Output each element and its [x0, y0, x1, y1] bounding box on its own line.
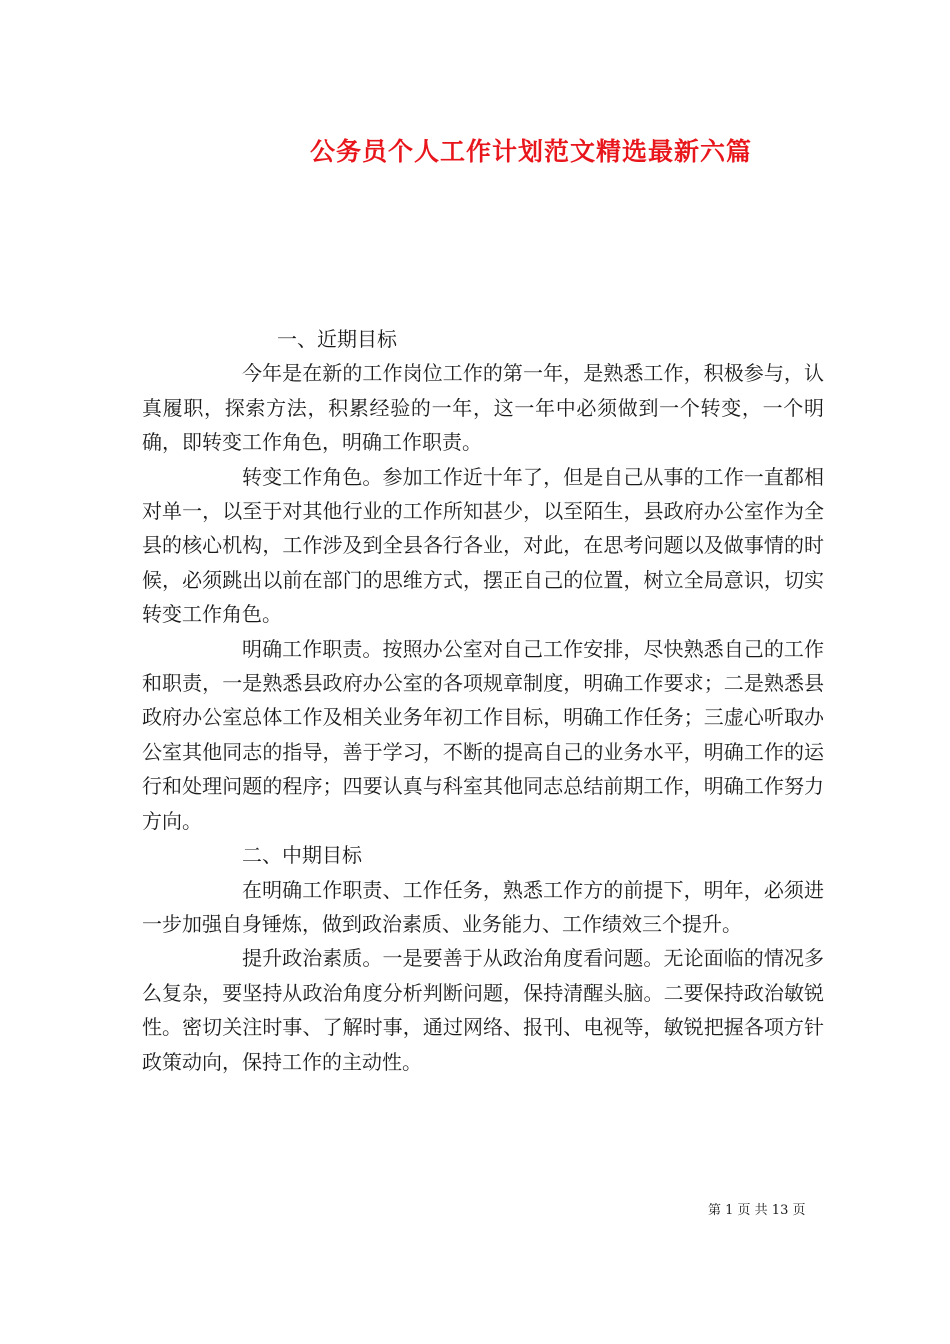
- section-heading-mid-term: 二、中期目标: [242, 843, 362, 868]
- paragraph: 在明确工作职责、工作任务，熟悉工作方的前提下，明年，必须进一步加强自身锤炼，做到政治素质、业务能力、工作绩效三个提升。: [142, 877, 824, 936]
- document-title: 公务员个人工作计划范文精选最新六篇: [309, 137, 752, 166]
- paragraph: 明确工作职责。按照办公室对自己工作安排，尽快熟悉自己的工作和职责，一是熟悉县政府办公室的各项规章制度，明确工作要求；二是熟悉县政府办公室总体工作及相关业务年初工作目标，明确工作任务；三虚心听取办公室其他同志的指导，善于学习，不断的提高自己的业务水平，明确工作的运行和处理问题的程序；四要认真与科室其他同志总结前期工作，明确工作努力方向。: [142, 636, 824, 833]
- document-body: [142, 322, 824, 1079]
- section-heading-near-term: 一、近期目标: [277, 327, 397, 351]
- paragraph: 今年是在新的工作岗位工作的第一年，是熟悉工作，积极参与，认真履职，探索方法，积累经验的一年，这一年中必须做到一个转变，一个明确，即转变工作角色，明确工作职责。: [142, 361, 824, 455]
- paragraph: 转变工作角色。参加工作近十年了，但是自己从事的工作一直都相对单一，以至于对其他行业的工作所知甚少，以至陌生，县政府办公室作为全县的核心机构，工作涉及到全县各行各业，对此，在思考问题以及做事情的时候，必须跳出以前在部门的思维方式，摆正自己的位置，树立全局意识，切实转变工作角色。: [142, 464, 824, 627]
- page-number-footer: 第 1 页 共 13 页: [708, 1203, 806, 1218]
- paragraph: 提升政治素质。一是要善于从政治角度看问题。无论面临的情况多么复杂，要坚持从政治角度分析判断问题，保持清醒头脑。二要保持政治敏锐性。密切关注时事、了解时事，通过网络、报刊、电视等，敏锐把握各项方针政策动向，保持工作的主动性。: [142, 946, 824, 1074]
